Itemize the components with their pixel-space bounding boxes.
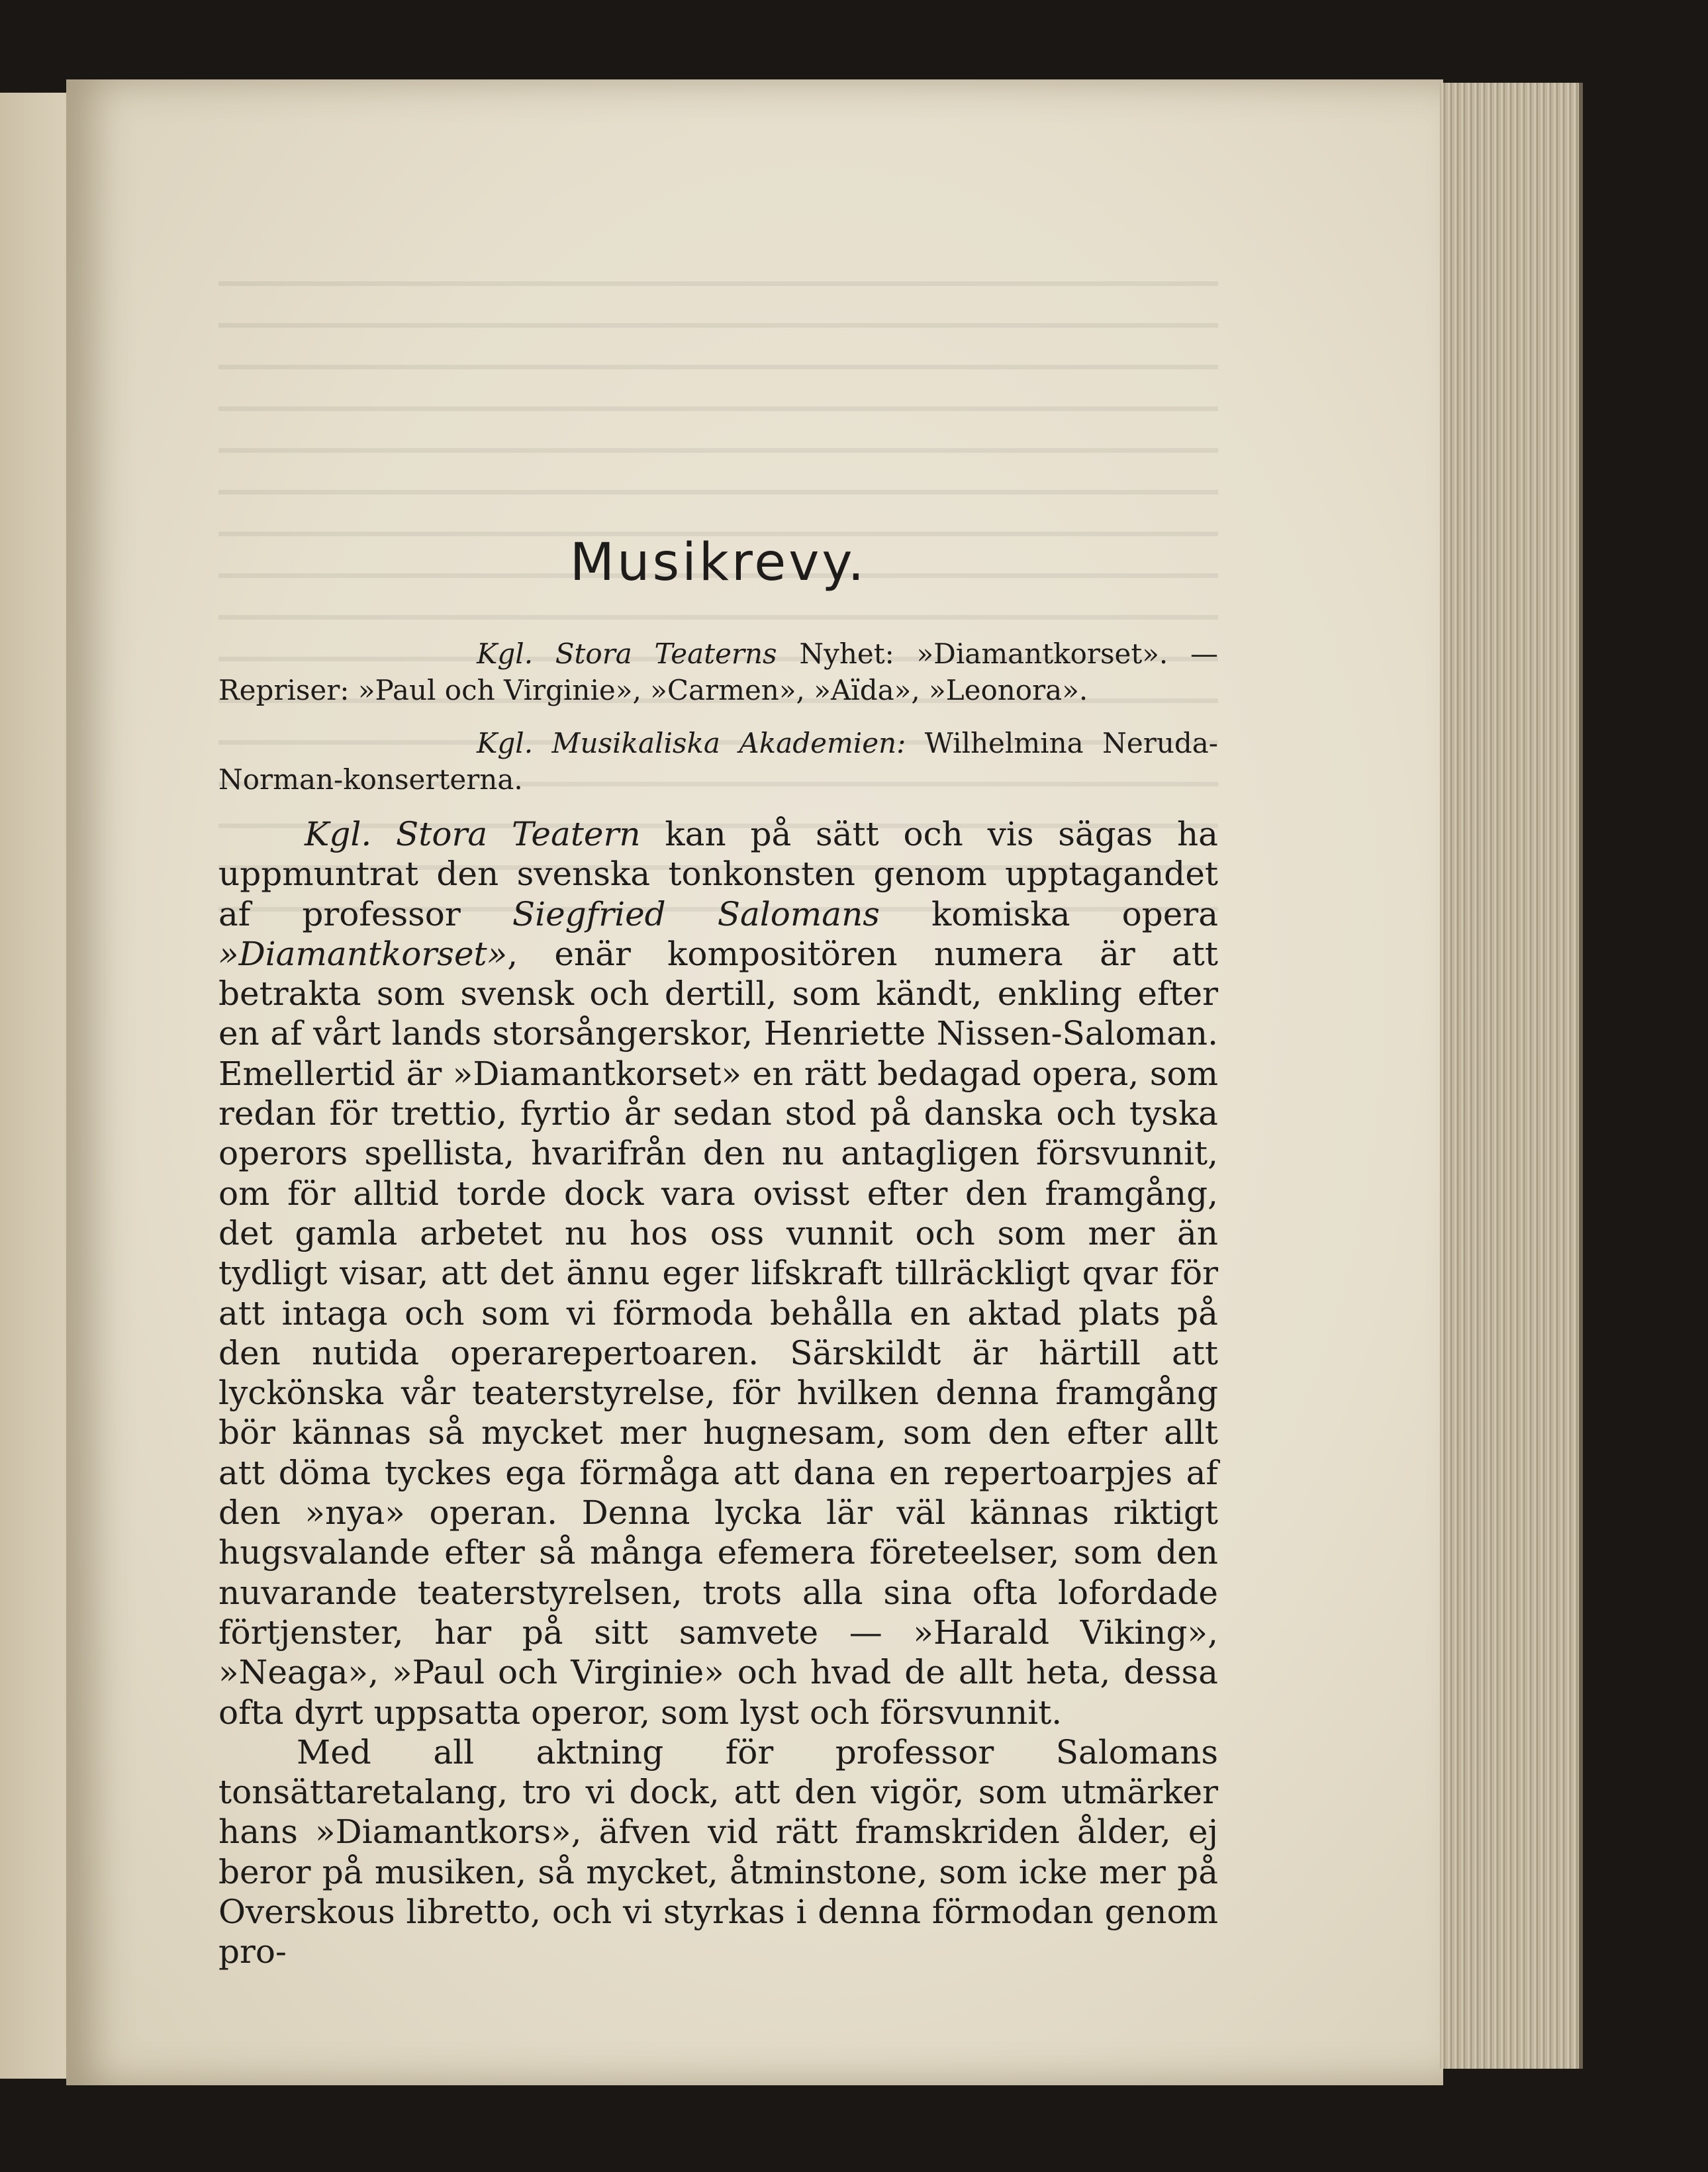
p1-italic-a: Kgl. Stora Teatern: [305, 815, 641, 853]
paragraph-1: [218, 814, 1218, 1732]
p1-italic-c: »Diamantkorset»: [218, 934, 508, 973]
summary-1-text: Nyhet: »Diamantkorset». — Repriser: »Paul och Virginie», »Carmen», »Aïda», »Leonora».: [218, 637, 1218, 706]
summary-line-1: [218, 636, 1218, 708]
paragraph-2: Med all aktning för professor Salomans tonsättaretalang, tro vi dock, att den vigör, som utmärker hans »Diamantkors», äfven vid rätt framskriden ålder, ej beror på musiken, så mycket, åtminstone, som icke mer på Overskous libretto, och vi styrkas i denna förmodan genom pro-: [218, 1732, 1218, 1971]
page-block-edges: [1440, 83, 1583, 2069]
summary-2-text: Wilhelmina Neruda-Norman-konserterna.: [218, 727, 1218, 796]
article-body: [218, 814, 1218, 1972]
page-title: Musikrevy.: [569, 533, 867, 592]
summary-2-italic: Kgl. Musikaliska Akademien:: [477, 727, 906, 759]
p1-italic-b: Siegfried Salomans: [512, 894, 880, 933]
p1-text-a: kan på sätt och vis sägas ha uppmuntrat den svenska tonkonsten genom upptagandet af professor: [218, 815, 1218, 933]
summary-line-2: [218, 725, 1218, 798]
p1-text-c: , enär kompositören numera är att betrakta som svensk och dertill, som kändt, enkling efter en af vårt lands storsångerskor, Henriette Nissen-Saloman. Emellertid är »Diamantkorset» en rätt bedagad opera, som redan för trettio, fyrtio år sedan stod på danska och tyska operors spellista, hvarifrån den nu antagligen försvunnit, om för alltid torde dock vara ovisst efter den framgång, det gamla arbetet nu hos oss vunnit och som mer än tydligt visar, att det ännu eger lifskraft tillräckligt qvar för att intaga och som vi förmoda behålla en aktad plats på den nutida operarepertoaren. Särskildt är härtill att lyckönska vår teaterstyrelse, för hvilken denna framgång bör kännas så mycket mer hugnesam, som den efter allt att döma tyckes ega förmåga att dana en repertoarpjes af den »nya» operan. Denna lycka lär väl kännas riktigt hugsvalande efter så många efemera företeelser, som den nuvarande teaterstyrelsen, trots alla sina ofta lofordade förtjenster, har på sitt samvete — »Harald Viking», »Neaga», »Paul och Virginie» och hvad de allt heta, dessa ofta dyrt uppsatta operor, som lyst och försvunnit.: [218, 934, 1218, 1732]
summary-1-italic: Kgl. Stora Teaterns: [477, 637, 777, 670]
p1-text-b: komiska opera: [879, 894, 1219, 933]
